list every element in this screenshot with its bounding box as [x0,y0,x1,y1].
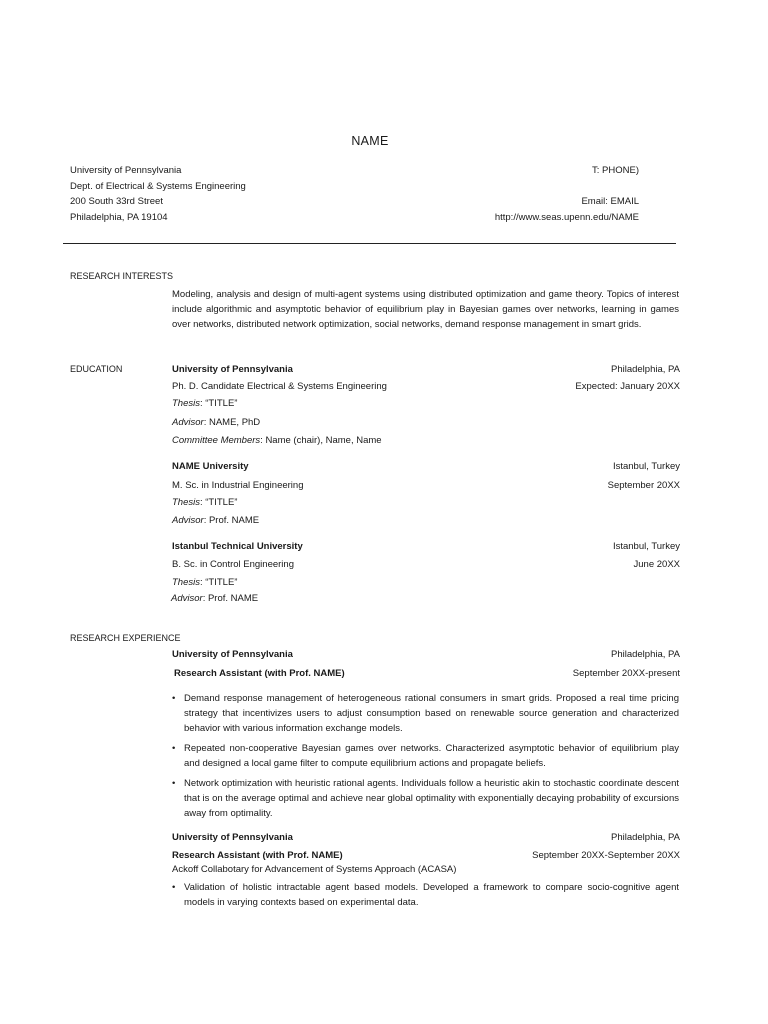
education-thesis [172,577,237,588]
education-degree: Ph. D. Candidate Electrical & Systems Engineering [172,381,387,392]
address-line-street: 200 South 33rd Street [70,196,163,207]
advisor-label: Advisor [172,417,204,428]
education-thesis [172,398,237,409]
education-location: Istanbul, Turkey [612,541,680,552]
committee-label: Committee Members [172,435,261,446]
education-advisor [171,593,258,604]
list-item [172,691,679,736]
thesis-label: Thesis [172,398,200,409]
section-label-research-interests: RESEARCH INTERESTS [70,271,174,281]
education-school: NAME University [172,461,249,472]
research-interests-text: Modeling, analysis and design of multi-agent systems using distributed optimization and game theory. Topics of interest include algorithmic and asymptotic behavior of equilibrium play in Bayesian games over networks, learning in games over networks, distributed network optimization, social networks, demand response management in smart grids. [172,289,679,330]
experience-role: Research Assistant (with Prof. NAME) [174,668,345,679]
education-degree: B. Sc. in Control Engineering [172,559,294,570]
address-line-city: Philadelphia, PA 19104 [70,212,168,223]
experience-location: Philadelphia, PA [610,649,680,660]
bullet-text: Repeated non-cooperative Bayesian games over networks. Characterized asymptotic behavior of equilibrium play and designed a local game filter to compute equilibrium actions and propagate beliefs. [184,743,679,769]
contact-website[interactable]: http://www.seas.upenn.edu/NAME [494,212,639,223]
advisor-label: Advisor [171,593,203,604]
experience-date: September 20XX-September 20XX [532,850,680,861]
contact-phone: T: PHONE) [592,165,639,176]
experience-date: September 20XX-present [572,668,680,679]
education-date: Expected: January 20XX [575,381,680,392]
bullet-text: Demand response management of heterogeneous rational consumers in smart grids. Proposed a real time pricing strategy that incentivizes users to adjust consumption based on renewable source generation and characterized behavior with various information exchange models. [184,693,679,734]
address-line-university: University of Pennsylvania [70,165,182,176]
bullet-text: Validation of holistic intractable agent based models. Developed a framework to compare socio-cognitive agent models in varying contexts based on experimental data. [184,882,679,908]
experience-role: Research Assistant (with Prof. NAME) [172,850,343,861]
education-thesis [172,497,237,508]
bullet-dot: • [172,882,176,893]
advisor-value: : Prof. NAME [203,515,260,526]
section-label-research-experience: RESEARCH EXPERIENCE [70,633,181,643]
list-item [172,776,679,821]
education-advisor [172,515,259,526]
education-committee [172,435,382,446]
resume-name: NAME [351,134,389,148]
thesis-value: : “TITLE” [199,577,238,588]
list-item [172,880,679,910]
experience-location: Philadelphia, PA [610,832,680,843]
thesis-label: Thesis [172,577,200,588]
header-divider [63,243,676,244]
bullet-dot: • [172,778,176,789]
education-date: June 20XX [633,559,680,570]
advisor-value: : Prof. NAME [202,593,259,604]
thesis-value: : “TITLE” [199,398,238,409]
bullet-text: Network optimization with heuristic rational agents. Individuals follow a heuristic akin to stochastic coordinate descent that is on the average optimal and achieve near global optimality with exponentially decaying probability of excursions away from optimality. [184,778,679,819]
committee-value: : Name (chair), Name, Name [260,435,382,446]
education-advisor [172,417,260,428]
contact-email: Email: EMAIL [581,196,639,207]
thesis-label: Thesis [172,497,200,508]
education-location: Philadelphia, PA [610,364,680,375]
bullet-dot: • [172,743,176,754]
education-school: University of Pennsylvania [172,364,293,375]
experience-subtitle: Ackoff Collabotary for Advancement of Systems Approach (ACASA) [172,864,457,875]
experience-org: University of Pennsylvania [172,832,293,843]
education-date: September 20XX [607,480,680,491]
address-line-department: Dept. of Electrical & Systems Engineering [70,181,246,192]
bullet-dot: • [172,693,176,704]
list-item [172,741,679,771]
advisor-value: : NAME, PhD [203,417,261,428]
advisor-label: Advisor [172,515,204,526]
section-label-education: EDUCATION [70,364,123,374]
education-location: Istanbul, Turkey [612,461,680,472]
experience-org: University of Pennsylvania [172,649,293,660]
education-school: Istanbul Technical University [172,541,303,552]
thesis-value: : “TITLE” [199,497,238,508]
education-degree: M. Sc. in Industrial Engineering [172,480,304,491]
